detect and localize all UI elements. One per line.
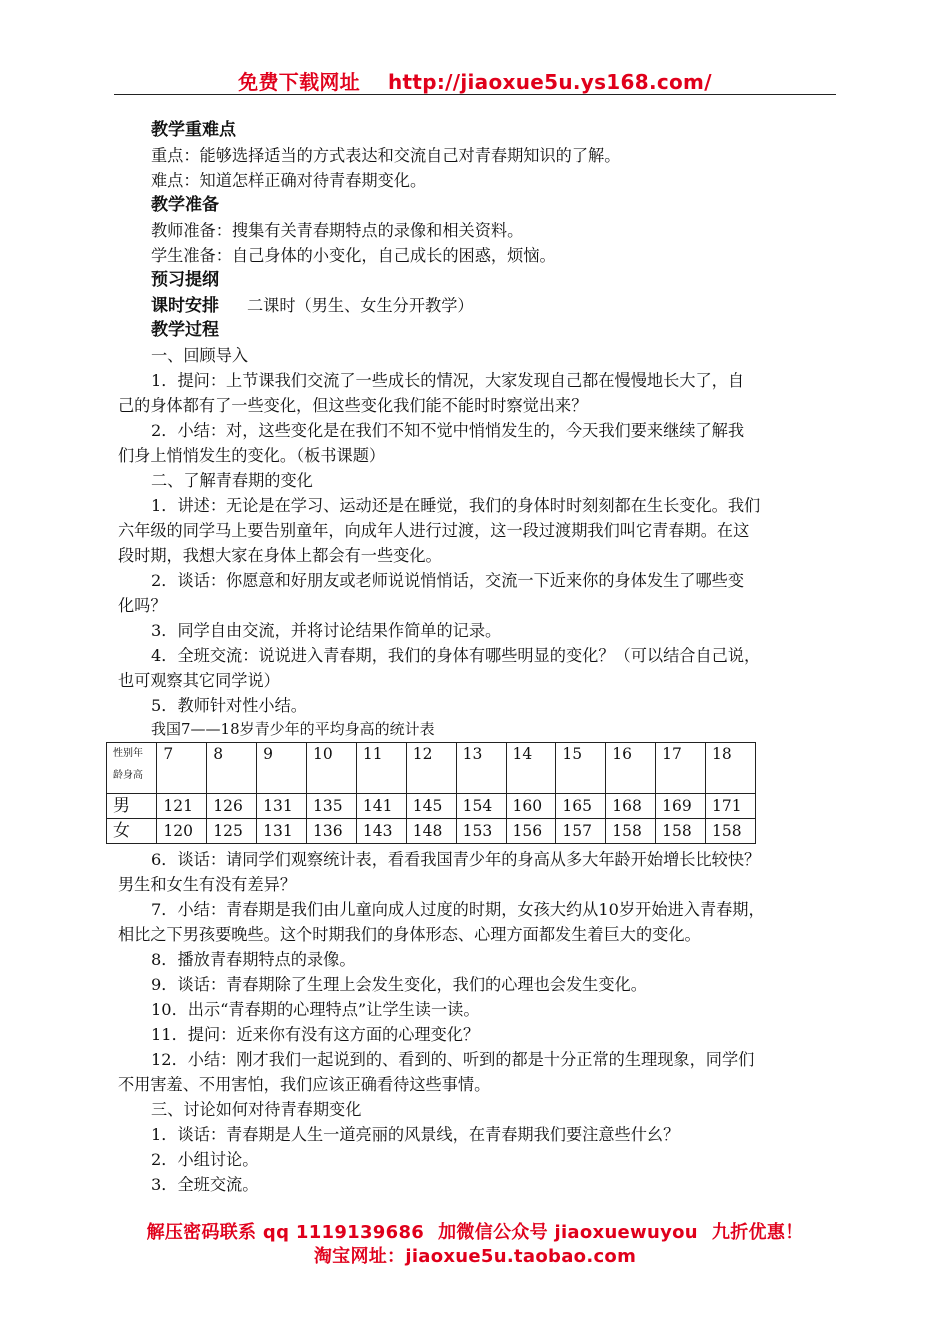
- height-value-cell: 145: [406, 794, 456, 819]
- schedule-line: [118, 293, 844, 318]
- paragraph-line: 三、讨论如何对待青春期变化: [151, 1100, 362, 1119]
- age-header-cell: 15: [556, 743, 606, 794]
- age-header-cell: 16: [606, 743, 656, 794]
- paragraph-line: 一、回顾导入: [151, 346, 249, 365]
- age-header-cell: 18: [706, 743, 756, 794]
- paragraph-line: 重点：能够选择适当的方式表达和交流自己对青春期知识的了解。: [151, 146, 621, 165]
- age-header-cell: 12: [406, 743, 456, 794]
- corner-bottom-text: 龄身高: [113, 770, 143, 781]
- paragraph-line: 11．提问：近来你有没有这方面的心理变化？: [151, 1025, 480, 1044]
- height-value-cell: 160: [506, 794, 556, 819]
- height-value-cell: 125: [207, 819, 257, 844]
- height-value-cell: 143: [356, 819, 406, 844]
- paragraph-line: 化吗？: [118, 596, 167, 615]
- section-heading: 教学准备: [151, 195, 219, 215]
- schedule-label: 课时安排: [151, 296, 219, 316]
- paragraph-line: 4．全班交流：说说进入青春期，我们的身体有哪些明显的变化？（可以结合自己说，: [151, 646, 761, 665]
- height-value-cell: 126: [207, 794, 257, 819]
- paragraph-line: 也可观察其它同学说）: [118, 671, 280, 690]
- paragraph-line: 男生和女生有没有差异？: [118, 875, 297, 894]
- height-value-cell: 171: [706, 794, 756, 819]
- height-value-cell: 156: [506, 819, 556, 844]
- height-value-cell: 135: [307, 794, 357, 819]
- header-rule: [114, 94, 836, 95]
- paragraph-line: 7．小结：青春期是我们由儿童向成人过度的时期，女孩大约从10岁开始进入青春期，: [151, 900, 765, 919]
- paragraph-line: 12．小结：刚才我们一起说到的、看到的、听到的都是十分正常的生理现象，同学们: [151, 1050, 755, 1069]
- paragraph-line: 二、了解青春期的变化: [151, 471, 313, 490]
- paragraph-line: 1．谈话：青春期是人生一道亮丽的风景线，在青春期我们要注意些什幺？: [151, 1125, 680, 1144]
- paragraph-line: 6．谈话：请同学们观察统计表，看看我国青少年的身高从多大年龄开始增长比较快？: [151, 850, 761, 869]
- paragraph-line: 3．全班交流。: [151, 1175, 259, 1194]
- height-value-cell: 157: [556, 819, 606, 844]
- paragraph-line: 5．教师针对性小结。: [151, 696, 307, 715]
- height-value-cell: 158: [606, 819, 656, 844]
- paragraph-line: 学生准备：自己身体的小变化，自己成长的困惑，烦恼。: [151, 246, 556, 265]
- paragraph-line: 1．讲述：无论是在学习、运动还是在睡觉，我们的身体时时刻刻都在生长变化。我们: [151, 496, 761, 515]
- paragraph-line: 们身上悄悄发生的变化。（板书课题）: [118, 446, 386, 465]
- height-value-cell: 154: [456, 794, 506, 819]
- height-statistics-table: [106, 742, 756, 844]
- paragraph-line: 不用害羞、不用害怕，我们应该正确看待这些事情。: [118, 1075, 491, 1094]
- footer-password-text: 解压密码联系 qq 1119139686: [146, 1222, 425, 1243]
- section-block-1: [118, 118, 844, 293]
- height-value-cell: 141: [356, 794, 406, 819]
- age-header-cell: 10: [307, 743, 357, 794]
- table-row: [107, 819, 756, 844]
- corner-top-text: 性别年: [113, 748, 143, 759]
- paragraph-line: 难点：知道怎样正确对待青春期变化。: [151, 171, 427, 190]
- height-value-cell: 136: [307, 819, 357, 844]
- footer-line-2: [114, 1242, 836, 1268]
- table-row: [107, 794, 756, 819]
- site-url-link[interactable]: http://jiaoxue5u.ys168.com/: [387, 70, 712, 94]
- gender-label-cell: 男: [107, 794, 157, 819]
- age-header-cell: 9: [257, 743, 307, 794]
- height-value-cell: 153: [456, 819, 506, 844]
- height-value-cell: 158: [656, 819, 706, 844]
- table-header-row: [107, 743, 756, 794]
- paragraph-line: 2．谈话：你愿意和好朋友或老师说说悄悄话，交流一下近来你的身体发生了哪些变: [151, 571, 745, 590]
- footer-discount-text: 九折优惠！: [711, 1222, 804, 1243]
- footer-line-1: [114, 1218, 836, 1244]
- site-label: 免费下载网址: [238, 70, 360, 94]
- section-heading: 预习提纲: [151, 270, 219, 290]
- height-value-cell: 169: [656, 794, 706, 819]
- height-value-cell: 121: [157, 794, 207, 819]
- height-value-cell: 165: [556, 794, 606, 819]
- age-header-cell: 13: [456, 743, 506, 794]
- height-value-cell: 120: [157, 819, 207, 844]
- paragraph-line: 教师准备：搜集有关青春期特点的录像和相关资料。: [151, 221, 524, 240]
- paragraph-line: 1．提问：上节课我们交流了一些成长的情况，大家发现自己都在慢慢地长大了，自: [151, 371, 745, 390]
- paragraph-line: 9．谈话：青春期除了生理上会发生变化，我们的心理也会发生变化。: [151, 975, 647, 994]
- section-block-2: [118, 318, 844, 718]
- age-header-cell: 14: [506, 743, 556, 794]
- age-header-cell: 7: [157, 743, 207, 794]
- height-value-cell: 168: [606, 794, 656, 819]
- paragraph-line: 8．播放青春期特点的录像。: [151, 950, 356, 969]
- paragraph-line: 段时期，我想大家在身体上都会有一些变化。: [118, 546, 442, 565]
- height-value-cell: 158: [706, 819, 756, 844]
- table-caption: 我国7——18岁青少年的平均身高的统计表: [151, 720, 435, 738]
- gender-label-cell: 女: [107, 819, 157, 844]
- height-value-cell: 131: [257, 794, 307, 819]
- height-value-cell: 131: [257, 819, 307, 844]
- paragraph-line: 2．小结：对，这些变化是在我们不知不觉中悄悄发生的，今天我们要来继续了解我: [151, 421, 745, 440]
- age-header-cell: 8: [207, 743, 257, 794]
- section-heading: 教学过程: [151, 320, 219, 340]
- footer-taobao-link[interactable]: 淘宝网址：jiaoxue5u.taobao.com: [313, 1246, 637, 1267]
- paragraph-line: 六年级的同学马上要告别童年，向成年人进行过渡，这一段过渡期我们叫它青春期。在这: [118, 521, 750, 540]
- paragraph-line: 2．小组讨论。: [151, 1150, 259, 1169]
- page-header: [114, 66, 836, 95]
- height-value-cell: 148: [406, 819, 456, 844]
- paragraph-line: 己的身体都有了一些变化，但这些变化我们能不能时时察觉出来？: [118, 396, 588, 415]
- age-header-cell: 17: [656, 743, 706, 794]
- paragraph-line: 相比之下男孩要晚些。这个时期我们的身体形态、心理方面都发生着巨大的变化。: [118, 925, 701, 944]
- paragraph-line: 3．同学自由交流，并将讨论结果作简单的记录。: [151, 621, 502, 640]
- paragraph-line: 10．出示“青春期的心理特点”让学生读一读。: [151, 1000, 480, 1019]
- section-block-3: [118, 847, 844, 1197]
- schedule-value: 二课时（男生、女生分开教学）: [247, 296, 474, 315]
- document-body: [113, 118, 844, 1197]
- footer-wechat-text: 加微信公众号 jiaoxuewuyou: [438, 1222, 698, 1243]
- age-header-cell: 11: [356, 743, 406, 794]
- section-heading: 教学重难点: [151, 120, 236, 140]
- table-corner-cell: [107, 743, 157, 794]
